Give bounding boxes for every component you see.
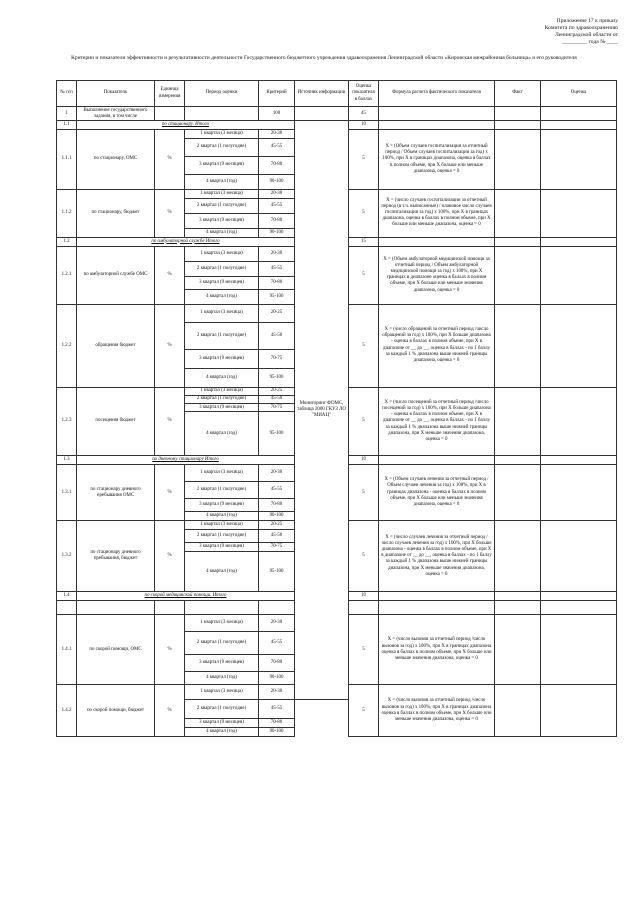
- evaluation-cell: [541, 189, 617, 237]
- column-header: Единица измерения: [155, 81, 185, 107]
- criterion-cell: 90-100: [259, 728, 295, 737]
- column-header: Критерий: [259, 81, 295, 107]
- empty-cell: [57, 601, 77, 615]
- document-header: [448, 18, 618, 46]
- score-cell: 5: [349, 189, 379, 237]
- evaluation-cell: [541, 121, 617, 130]
- fact-cell: [495, 107, 541, 121]
- period-cell: 2 квартал (1 полугодие): [185, 530, 259, 543]
- period-cell: 2 квартал (1 полугодие): [185, 198, 259, 213]
- indicator-name: обращения бюджет: [77, 304, 155, 387]
- criterion-cell: 45-55: [259, 482, 295, 499]
- criterion-cell: 45-55: [259, 138, 295, 156]
- evaluation-cell: [541, 237, 617, 246]
- criterion-cell: 70-75: [259, 349, 295, 368]
- formula-cell: Х = (Объем случаев лечения за отчетный период / Объем случаев лечения за год) х 100%, при Х в границах диапазона - оценка в баллах в полном объеме, при Х больше или меньше значения диапазона, оценка = 0: [379, 465, 495, 521]
- unit-cell: %: [155, 130, 185, 189]
- indicator-name: по стационару, бюджет: [77, 189, 155, 237]
- period-cell: 2 квартал (1 полугодие): [185, 395, 259, 403]
- period-cell: [185, 107, 259, 121]
- unit-cell: %: [155, 685, 185, 737]
- source-cell: Мониторинг ФОМС, таблица 2000 ГКУЗ ЛО "МИАЦ": [295, 121, 349, 700]
- criterion-cell: 95-100: [259, 289, 295, 304]
- fact-cell: [495, 465, 541, 521]
- row-number: 1.1.1: [57, 130, 77, 189]
- criterion-cell: 45-50: [259, 395, 295, 403]
- period-cell: 4 квартал (год): [185, 512, 259, 521]
- criterion-cell: 45-55: [259, 632, 295, 655]
- fact-cell: [495, 246, 541, 304]
- column-header: № п/п: [57, 81, 77, 107]
- criterion-cell: 45-50: [259, 530, 295, 543]
- fact-cell: [495, 521, 541, 592]
- score-cell: 5: [349, 685, 379, 737]
- period-cell: 1 квартал (3 месяца): [185, 246, 259, 261]
- row-number: 1.4.2: [57, 685, 77, 737]
- formula-cell: Х = (Объем случаев госпитализации за отчетный период / Объем случаев госпитализации за год) х 100%, при Х в границах диапазона, оценка в баллах в полном объеме, при Х больше или меньше диапазона, оценка = 0: [379, 130, 495, 189]
- criterion-cell: 70-75: [259, 404, 295, 412]
- evaluation-cell: [541, 465, 617, 521]
- column-header: Период оценки: [185, 81, 259, 107]
- period-cell: 1 квартал (3 месяца): [185, 465, 259, 482]
- formula-cell: Х = (Объем амбулаторной медицинской помощи за отчетный период / Объем амбулаторной медицинской помощи за год) х 100%, при Х границах в диапазоне оценка в баллах в полном объеме, при Х больше или меньше значения диапазона, оценка = 0: [379, 246, 495, 304]
- indicator-name: по стационару, ОМС: [77, 130, 155, 189]
- period-cell: 3 квартал (9 месяцев): [185, 719, 259, 728]
- formula-cell: [379, 107, 495, 121]
- empty-cell: [495, 601, 541, 615]
- criterion-cell: 20-30: [259, 189, 295, 198]
- empty-cell: [259, 601, 295, 615]
- evaluation-cell: [541, 521, 617, 592]
- criteria-table: [56, 80, 617, 737]
- column-header: Показатель: [77, 81, 155, 107]
- column-header: Формула расчета фактического показателя: [379, 81, 495, 107]
- period-cell: 4 квартал (год): [185, 728, 259, 737]
- evaluation-cell: [541, 685, 617, 737]
- score-cell: 5: [349, 246, 379, 304]
- period-cell: 2 квартал (1 полугодие): [185, 482, 259, 499]
- criterion-cell: 90-100: [259, 228, 295, 237]
- unit-cell: %: [155, 189, 185, 237]
- period-cell: 2 квартал (1 полугодие): [185, 322, 259, 349]
- fact-cell: [495, 304, 541, 387]
- criterion-cell: 20-30: [259, 130, 295, 138]
- period-cell: 3 квартал (9 месяцев): [185, 543, 259, 552]
- table-row: [57, 107, 617, 121]
- empty-cell: [185, 601, 259, 615]
- formula-cell: Х = (число вызовов за отчетный период /число вызовов за год) х 100%, при Х в границах диапазона оценка в баллах в полном объеме, при Х больше или меньше значения диапазона, оценка = 0: [379, 685, 495, 737]
- document-title: Критерии и показатели эффективности и результативности деятельности Государственного бюджетного учреждения здравоохранения Ленинградской области «Кировская межрайонная больница» и его руководителя: [71, 55, 577, 61]
- evaluation-cell: [541, 107, 617, 121]
- empty-cell: [349, 601, 379, 615]
- criterion-cell: 20-25: [259, 387, 295, 395]
- unit-cell: %: [155, 615, 185, 685]
- row-number: 1.2.1: [57, 246, 77, 304]
- section-score: 10: [349, 592, 379, 601]
- period-cell: 2 квартал (1 полугодие): [185, 632, 259, 655]
- row-number: 1.3.1: [57, 465, 77, 521]
- fact-cell: [495, 130, 541, 189]
- indicator-name: по стационару дневного пребывания, бюджет: [77, 521, 155, 592]
- score-cell: 5: [349, 465, 379, 521]
- period-cell: 1 квартал (3 месяца): [185, 521, 259, 530]
- indicator-name: по амбулаторной службе ОМС: [77, 246, 155, 304]
- period-cell: 3 квартал (9 месяцев): [185, 349, 259, 368]
- section-title: по стационару. Итого: [77, 121, 295, 130]
- period-cell: 2 квартал (1 полугодие): [185, 261, 259, 276]
- criterion-cell: 100: [259, 107, 295, 121]
- criterion-cell: 95-100: [259, 368, 295, 387]
- criterion-cell: 20-30: [259, 685, 295, 700]
- period-cell: 1 квартал (3 месяца): [185, 387, 259, 395]
- evaluation-cell: [541, 456, 617, 465]
- criterion-cell: 20-30: [259, 246, 295, 261]
- period-cell: 1 квартал (3 месяца): [185, 130, 259, 138]
- evaluation-cell: [541, 387, 617, 456]
- fact-cell: [495, 456, 541, 465]
- source-cell: [295, 107, 349, 121]
- period-cell: 4 квартал (год): [185, 289, 259, 304]
- header-line: Комитета по здравоохранению: [544, 25, 618, 31]
- formula-cell: Х = (число вызовов за отчетный период /число вызовов за год) х 100%, при Х в границах диапазона оценка в баллах в полном объеме, при Х больше или меньше значения диапазона, оценка = 0: [379, 615, 495, 685]
- formula-cell: [379, 237, 495, 246]
- row-number: 1.4.1: [57, 615, 77, 685]
- row-number: 1: [57, 107, 77, 121]
- empty-cell: [77, 601, 155, 615]
- fact-cell: [495, 685, 541, 737]
- criterion-cell: 20-30: [259, 465, 295, 482]
- period-cell: 3 квартал (9 месяцев): [185, 655, 259, 672]
- section-title: по амбулаторной службе Итого: [77, 237, 295, 246]
- indicator-name: Выполнение государственного задания, в том числе: [77, 107, 155, 121]
- score-cell: 45: [349, 107, 379, 121]
- criterion-cell: 95-100: [259, 552, 295, 592]
- row-number: 1.3.2: [57, 521, 77, 592]
- criterion-cell: 90-100: [259, 174, 295, 189]
- unit-cell: [155, 107, 185, 121]
- evaluation-cell: [541, 592, 617, 601]
- unit-cell: %: [155, 246, 185, 304]
- criterion-cell: 45-55: [259, 700, 295, 719]
- section-number: 1.1: [57, 121, 77, 130]
- section-score: 10: [349, 456, 379, 465]
- indicator-name: по скорой помощи, бюджет: [77, 685, 155, 737]
- period-cell: 3 квартал (9 месяцев): [185, 499, 259, 512]
- evaluation-cell: [541, 246, 617, 304]
- formula-cell: [379, 456, 495, 465]
- period-cell: 4 квартал (год): [185, 552, 259, 592]
- period-cell: 1 квартал (3 месяца): [185, 685, 259, 700]
- score-cell: 5: [349, 304, 379, 387]
- indicator-name: по стационару дневного пребывания ОМС: [77, 465, 155, 521]
- score-cell: 5: [349, 521, 379, 592]
- period-cell: 3 квартал (9 месяцев): [185, 156, 259, 174]
- section-number: 1.2: [57, 237, 77, 246]
- section-score: 15: [349, 237, 379, 246]
- section-title: по скорой медицинской помощи. Итого: [77, 592, 295, 601]
- column-header: Оценка: [541, 81, 617, 107]
- period-cell: 1 квартал (3 месяца): [185, 304, 259, 322]
- criterion-cell: 70-75: [259, 543, 295, 552]
- column-header: Источник информации: [295, 81, 349, 107]
- evaluation-cell: [541, 304, 617, 387]
- period-cell: 3 квартал (9 месяцев): [185, 276, 259, 289]
- row-number: 1.2.3: [57, 387, 77, 456]
- formula-cell: [379, 592, 495, 601]
- empty-cell: [541, 601, 617, 615]
- score-cell: 5: [349, 615, 379, 685]
- fact-cell: [495, 189, 541, 237]
- formula-cell: Х = (число случаев госпитализации за отчетный период (в т.ч. выписанные) / плановое число случаев госпитализации за год) х 100%, при Х в границах диапазона, оценка в баллах в полном объеме, при Х больше или меньше диапазона, оценка = 0: [379, 189, 495, 237]
- criterion-cell: 45-50: [259, 322, 295, 349]
- unit-cell: %: [155, 387, 185, 456]
- criterion-cell: 20-25: [259, 304, 295, 322]
- period-cell: 4 квартал (год): [185, 412, 259, 456]
- header-line: _________ года № ____: [561, 39, 618, 45]
- period-cell: 3 квартал (9 месяцев): [185, 213, 259, 228]
- criterion-cell: 70-80: [259, 719, 295, 728]
- score-cell: 5: [349, 387, 379, 456]
- fact-cell: [495, 615, 541, 685]
- criterion-cell: 70-80: [259, 213, 295, 228]
- fact-cell: [495, 387, 541, 456]
- criterion-cell: 90-100: [259, 672, 295, 685]
- criterion-cell: 70-80: [259, 276, 295, 289]
- criterion-cell: 70-80: [259, 156, 295, 174]
- unit-cell: %: [155, 465, 185, 521]
- period-cell: 2 квартал (1 полугодие): [185, 138, 259, 156]
- criterion-cell: 45-55: [259, 198, 295, 213]
- period-cell: 4 квартал (год): [185, 672, 259, 685]
- criterion-cell: 90-100: [259, 512, 295, 521]
- score-cell: 5: [349, 130, 379, 189]
- formula-cell: Х = (число обращений за отчетный период /число обращений за год) х 100%, при Х больше диапазона - оценка в баллах в полном объеме, при Х в диапазоне от __ до __, оценка в баллах - по 1 баллу за каждый 1 % диапазона выше нижней границы диапазона, оценка = 0: [379, 304, 495, 387]
- period-cell: 4 квартал (год): [185, 228, 259, 237]
- criterion-cell: 20-25: [259, 521, 295, 530]
- criterion-cell: 20-30: [259, 615, 295, 632]
- criterion-cell: 70-80: [259, 499, 295, 512]
- row-number: 1.2.2: [57, 304, 77, 387]
- section-number: 1.3: [57, 456, 77, 465]
- formula-cell: Х = (число посещений за отчетный период /число посещений за год) х 100%, при Х больше диапазона - оценка в баллах в полном объеме, при Х в диапазоне от __ до __, оценка в баллах - по 1 баллу за каждый 1 % диапазона выше нижней границы диапазона, при Х меньше значения диапазона, оценка = 0: [379, 387, 495, 456]
- evaluation-cell: [541, 130, 617, 189]
- empty-cell: [155, 601, 185, 615]
- indicator-name: посещения бюджет: [77, 387, 155, 456]
- period-cell: 1 квартал (3 месяца): [185, 615, 259, 632]
- period-cell: 4 квартал (год): [185, 368, 259, 387]
- row-number: 1.1.2: [57, 189, 77, 237]
- section-row: [57, 121, 617, 130]
- section-number: 1.4: [57, 592, 77, 601]
- period-cell: 2 квартал (1 полугодие): [185, 700, 259, 719]
- section-title: по дневному стационару Итого: [77, 456, 295, 465]
- column-header: Факт: [495, 81, 541, 107]
- fact-cell: [495, 592, 541, 601]
- formula-cell: Х = (число случаев лечения за отчетный период /число случаев лечения за год) х 100%, при Х больше диапазона - оценка в баллах в полном объеме, при Х в диапазоне от __ до __, оценка в баллах - по 1 баллу за каждый 1 % диапазона выше нижней границы диапазона, при Х меньше значения диапазона, оценка = 0: [379, 521, 495, 592]
- criterion-cell: 45-55: [259, 261, 295, 276]
- criterion-cell: 95-100: [259, 412, 295, 456]
- column-header: Оценка показателя в баллах: [349, 81, 379, 107]
- fact-cell: [495, 121, 541, 130]
- evaluation-cell: [541, 615, 617, 685]
- unit-cell: %: [155, 304, 185, 387]
- table-header-row: [57, 81, 617, 107]
- section-score: 10: [349, 121, 379, 130]
- period-cell: 1 квартал (3 месяца): [185, 189, 259, 198]
- indicator-name: по скорой помощи, ОМС: [77, 615, 155, 685]
- period-cell: 4 квартал (год): [185, 174, 259, 189]
- unit-cell: %: [155, 521, 185, 592]
- formula-cell: [379, 121, 495, 130]
- header-line: Ленинградской области от: [554, 32, 618, 38]
- criterion-cell: 70-80: [259, 655, 295, 672]
- period-cell: 3 квартал (9 месяцев): [185, 404, 259, 412]
- header-line: Приложение 17 к приказу: [556, 18, 618, 24]
- fact-cell: [495, 237, 541, 246]
- empty-cell: [379, 601, 495, 615]
